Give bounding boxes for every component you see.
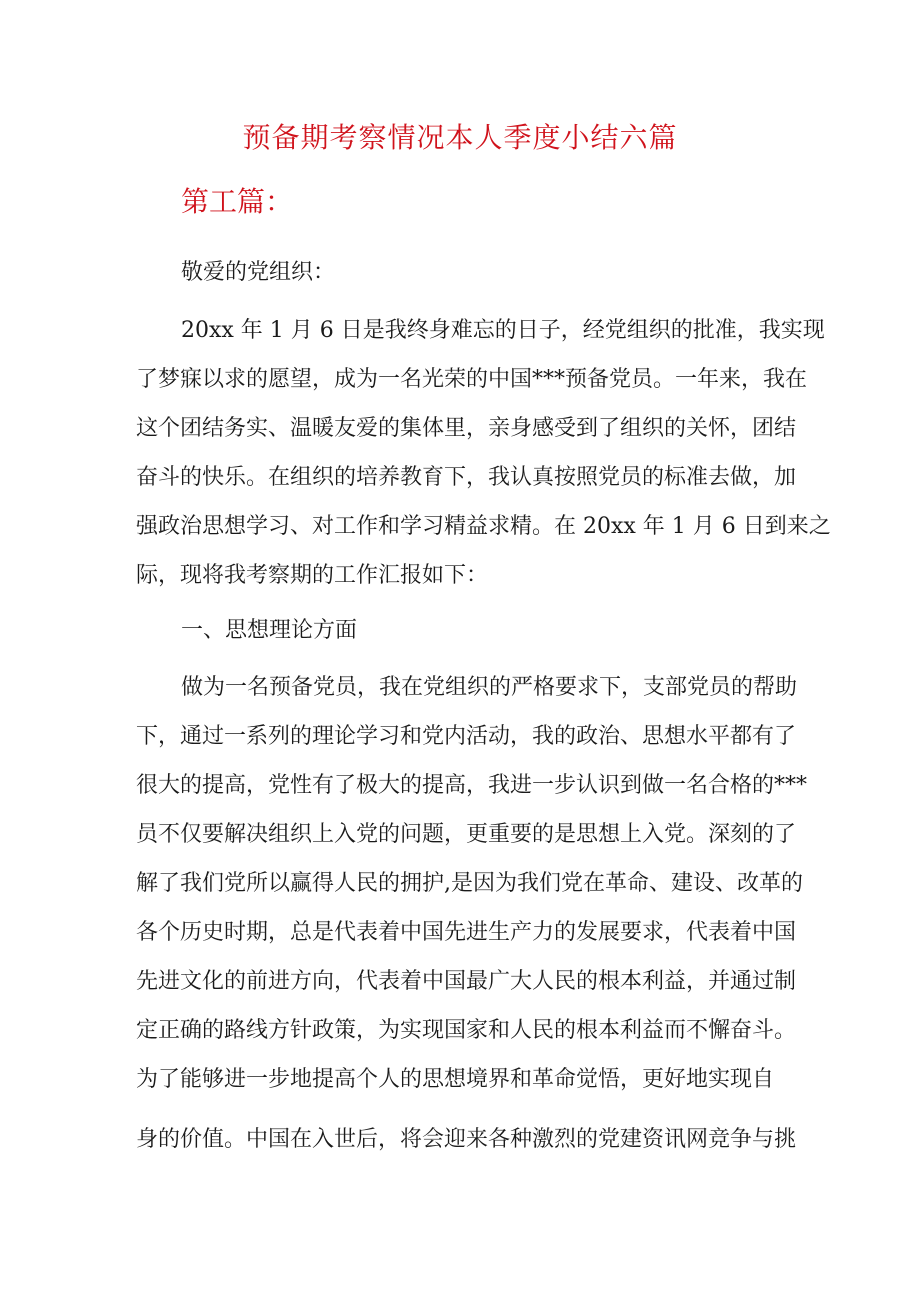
salutation: 敬爱的党组织： bbox=[181, 260, 336, 285]
paragraph-line: 身的价值。中国在入世后，将会迎来各种激烈的党建资讯网竞争与挑 bbox=[136, 1127, 797, 1152]
paragraph-line: 20xx 年 1 月 6 日是我终身难忘的日子，经党组织的批准，我实现 bbox=[181, 318, 825, 343]
paragraph-line: 强政治思想学习、对工作和学习精益求精。在 20xx 年 1 月 6 日到来之 bbox=[136, 514, 831, 539]
paragraph-line: 解了我们党所以赢得人民的拥护,是因为我们党在革命、建设、改革的 bbox=[136, 871, 803, 896]
paragraph-line: 奋斗的快乐。在组织的培养教育下，我认真按照党员的标准去做，加 bbox=[136, 465, 797, 490]
paragraph-line: 为了能够进一步地提高个人的思想境界和革命觉悟，更好地实现自 bbox=[136, 1067, 775, 1092]
subheading: 一、思想理论方面 bbox=[181, 618, 358, 643]
paragraph-line: 定正确的路线方针政策，为实现国家和人民的根本利益而不懈奋斗。 bbox=[136, 1018, 797, 1043]
paragraph-line: 先进文化的前进方向，代表着中国最广大人民的根本利益，并通过制 bbox=[136, 969, 797, 994]
paragraph-line: 做为一名预备党员，我在党组织的严格要求下，支部党员的帮助 bbox=[181, 675, 798, 700]
section-heading: 第工篇： bbox=[181, 185, 294, 218]
paragraph-line: 下，通过一系列的理论学习和党内活动，我的政治、思想水平都有了 bbox=[136, 724, 797, 749]
paragraph-line: 很大的提高，党性有了极大的提高，我进一步认识到做一名合格的*** bbox=[136, 773, 808, 798]
paragraph-line: 际，现将我考察期的工作汇报如下： bbox=[136, 563, 489, 588]
paragraph-line: 员不仅要解决组织上入党的问题，更重要的是思想上入党。深刻的了 bbox=[136, 822, 797, 847]
paragraph-line: 这个团结务实、温暖友爱的集体里，亲身感受到了组织的关怀，团结 bbox=[136, 416, 797, 441]
document-title: 预备期考察情况本人季度小结六篇 bbox=[242, 121, 678, 154]
paragraph-line: 各个历史时期，总是代表着中国先进生产力的发展要求，代表着中国 bbox=[136, 920, 797, 945]
paragraph-line: 了梦寐以求的愿望，成为一名光荣的中国***预备党员。一年来，我在 bbox=[136, 367, 808, 392]
